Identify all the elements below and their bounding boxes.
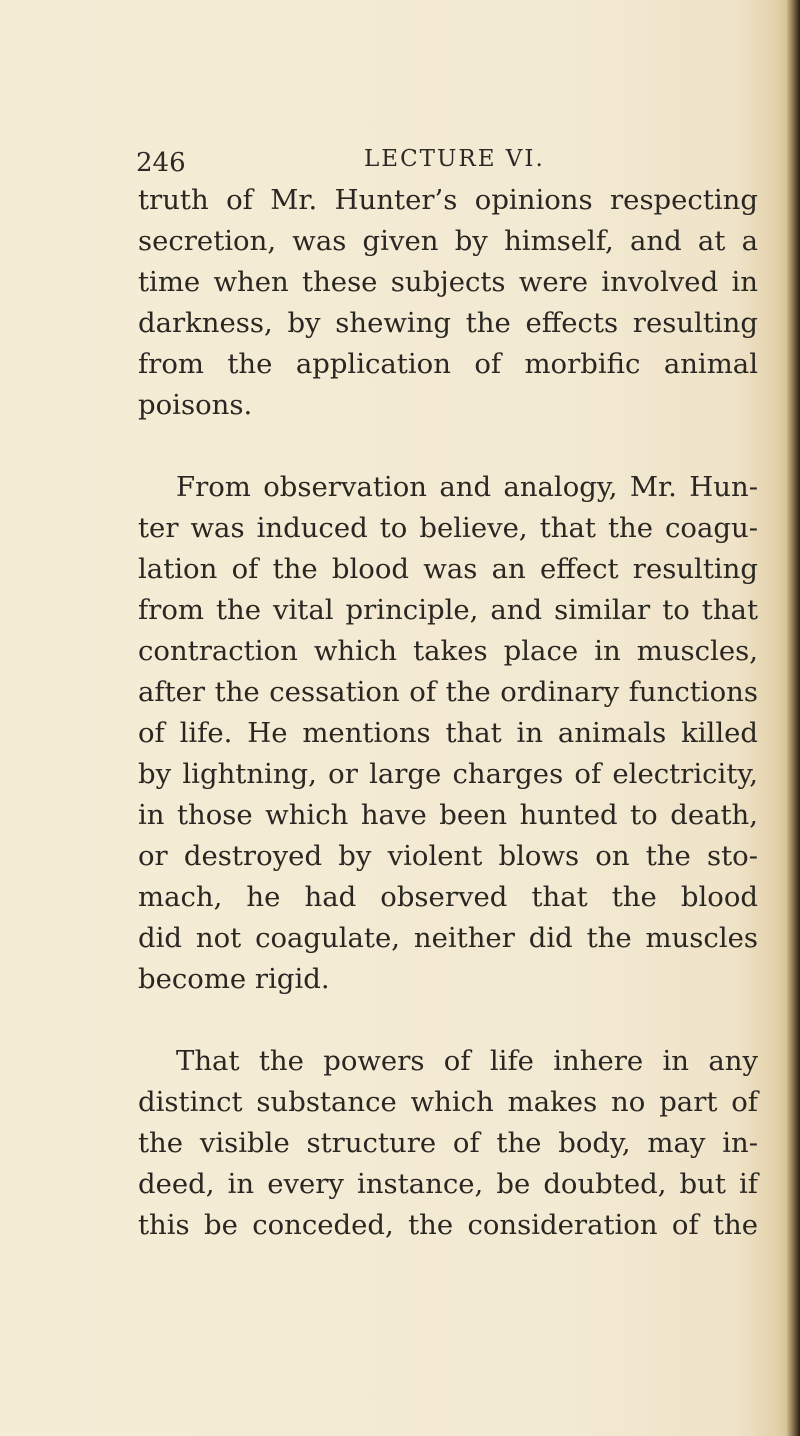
text-line: lation of the blood was an effect resulting	[138, 553, 758, 585]
text-line: mach, he had observed that the blood	[138, 881, 758, 913]
paragraph-2	[138, 467, 758, 1000]
text-line: from the application of morbific animal	[138, 348, 758, 380]
text-line: or destroyed by violent blows on the sto-	[138, 840, 758, 872]
text-line: truth of Mr. Hunter’s opinions respecting	[138, 184, 758, 216]
text-line: by lightning, or large charges of electricity,	[138, 758, 758, 790]
text-line: this be conceded, the consideration of the	[138, 1209, 758, 1241]
text-line: of life. He mentions that in animals killed	[138, 717, 758, 749]
text-line: distinct substance which makes no part of	[138, 1086, 758, 1118]
running-title: LECTURE VI.	[364, 146, 545, 172]
paragraph-gap	[138, 426, 758, 467]
text-line: after the cessation of the ordinary functions	[138, 676, 758, 708]
page-number: 246	[136, 148, 186, 178]
page-edge-shadow	[786, 0, 800, 1436]
text-line: That the powers of life inhere in any	[176, 1045, 758, 1077]
text-line: deed, in every instance, be doubted, but if	[138, 1168, 758, 1200]
text-line: time when these subjects were involved in	[138, 266, 758, 298]
paragraph-1	[138, 180, 758, 426]
text-line: poisons.	[138, 389, 253, 421]
text-line: the visible structure of the body, may in-	[138, 1127, 758, 1159]
paragraph-gap	[138, 1000, 758, 1041]
text-line: in those which have been hunted to death,	[138, 799, 758, 831]
text-line: become rigid.	[138, 963, 330, 995]
running-head	[0, 138, 800, 178]
body-text	[138, 180, 758, 1246]
text-line: from the vital principle, and similar to that	[138, 594, 758, 626]
text-line: secretion, was given by himself, and at a	[138, 225, 758, 257]
text-line: darkness, by shewing the effects resulting	[138, 307, 758, 339]
text-line: contraction which takes place in muscles,	[138, 635, 758, 667]
text-line: From observation and analogy, Mr. Hun-	[176, 471, 758, 503]
text-line: ter was induced to believe, that the coagu-	[138, 512, 758, 544]
text-line: did not coagulate, neither did the muscles	[138, 922, 758, 954]
paragraph-3	[138, 1041, 758, 1246]
